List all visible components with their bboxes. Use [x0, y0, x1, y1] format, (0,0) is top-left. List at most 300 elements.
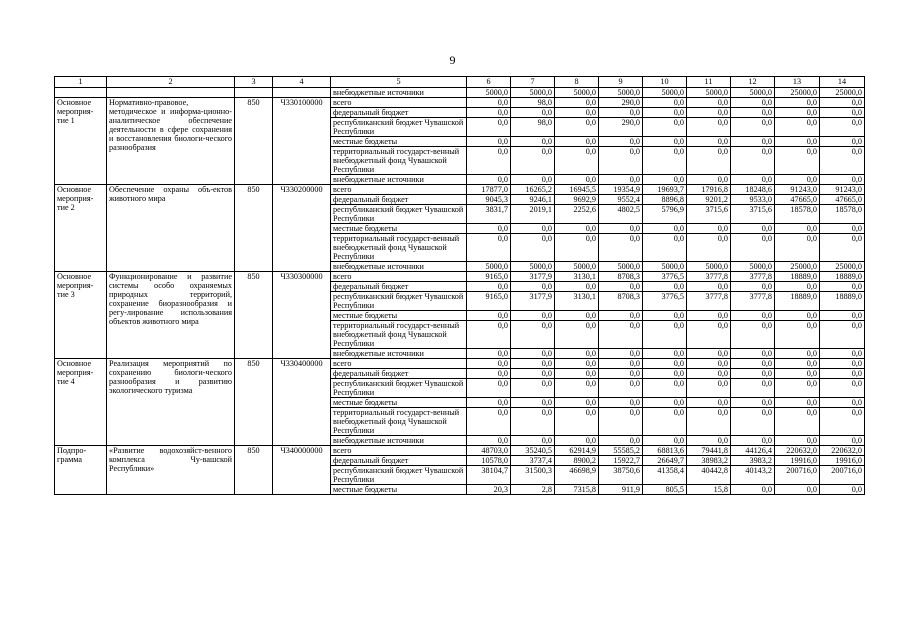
- budget-code: Ч340000000: [273, 446, 331, 495]
- value-cell: 3177,9: [511, 272, 555, 282]
- value-cell: 0,0: [731, 147, 775, 175]
- value-cell: 0,0: [775, 311, 820, 321]
- value-cell: 0,0: [820, 175, 865, 185]
- value-cell: 5000,0: [511, 88, 555, 98]
- value-cell: 38104,7: [467, 466, 511, 485]
- funding-source: внебюджетные источники: [331, 349, 467, 359]
- value-cell: 0,0: [555, 398, 599, 408]
- value-cell: 0,0: [687, 408, 731, 436]
- column-header: 9: [599, 77, 643, 88]
- value-cell: 0,0: [643, 379, 687, 398]
- table-row: [55, 98, 865, 108]
- carry-row: [55, 88, 865, 98]
- value-cell: 0,0: [687, 147, 731, 175]
- value-cell: 0,0: [467, 436, 511, 446]
- value-cell: 0,0: [467, 234, 511, 262]
- value-cell: 5000,0: [555, 262, 599, 272]
- value-cell: 0,0: [599, 137, 643, 147]
- value-cell: 0,0: [599, 379, 643, 398]
- value-cell: 5000,0: [731, 262, 775, 272]
- value-cell: 0,0: [820, 137, 865, 147]
- budget-code: Ч330200000: [273, 185, 331, 272]
- value-cell: 290,0: [599, 118, 643, 137]
- value-cell: 5000,0: [731, 88, 775, 98]
- value-cell: 0,0: [467, 118, 511, 137]
- value-cell: 19693,7: [643, 185, 687, 195]
- value-cell: 0,0: [643, 118, 687, 137]
- value-cell: 0,0: [555, 359, 599, 369]
- value-cell: 26649,7: [643, 456, 687, 466]
- value-cell: 15922,7: [599, 456, 643, 466]
- budget-code: Ч330400000: [273, 359, 331, 446]
- value-cell: 0,0: [511, 436, 555, 446]
- value-cell: 31500,3: [511, 466, 555, 485]
- value-cell: 0,0: [467, 359, 511, 369]
- value-cell: 0,0: [820, 485, 865, 495]
- value-cell: 0,0: [599, 147, 643, 175]
- value-cell: 18889,0: [820, 272, 865, 282]
- funding-source: республиканский бюджет Чувашской Республики: [331, 379, 467, 398]
- value-cell: 0,0: [511, 398, 555, 408]
- value-cell: 0,0: [511, 137, 555, 147]
- value-cell: 0,0: [467, 137, 511, 147]
- value-cell: 0,0: [775, 224, 820, 234]
- funding-source: внебюджетные источники: [331, 262, 467, 272]
- funding-source: республиканский бюджет Чувашской Республики: [331, 466, 467, 485]
- table-row: [55, 359, 865, 369]
- value-cell: 5000,0: [643, 262, 687, 272]
- value-cell: 0,0: [555, 175, 599, 185]
- value-cell: 0,0: [467, 147, 511, 175]
- value-cell: 5000,0: [511, 262, 555, 272]
- value-cell: 0,0: [820, 321, 865, 349]
- value-cell: 0,0: [775, 137, 820, 147]
- value-cell: 8900,2: [555, 456, 599, 466]
- value-cell: 0,0: [555, 108, 599, 118]
- value-cell: 62914,9: [555, 446, 599, 456]
- value-cell: 18578,0: [775, 205, 820, 224]
- header-row: [55, 77, 865, 88]
- funding-source: всего: [331, 272, 467, 282]
- value-cell: 0,0: [731, 175, 775, 185]
- value-cell: 0,0: [820, 349, 865, 359]
- value-cell: 0,0: [643, 321, 687, 349]
- value-cell: 10578,0: [467, 456, 511, 466]
- funding-source: республиканский бюджет Чувашской Республики: [331, 118, 467, 137]
- value-cell: 48703,0: [467, 446, 511, 456]
- measure-name: Функционирование и развитие системы особо охраняемых природных территорий, сохранение биоразнообразия и регу-лирование использования объектов животного мира: [107, 272, 235, 359]
- value-cell: 0,0: [467, 408, 511, 436]
- value-cell: 0,0: [599, 436, 643, 446]
- value-cell: 0,0: [511, 175, 555, 185]
- value-cell: 18248,6: [731, 185, 775, 195]
- value-cell: 0,0: [643, 359, 687, 369]
- value-cell: 0,0: [687, 137, 731, 147]
- value-cell: 18578,0: [820, 205, 865, 224]
- value-cell: 19916,0: [820, 456, 865, 466]
- grbs-code: 850: [235, 185, 273, 272]
- value-cell: 0,0: [643, 108, 687, 118]
- value-cell: 0,0: [511, 359, 555, 369]
- funding-source: федеральный бюджет: [331, 282, 467, 292]
- value-cell: 17916,8: [687, 185, 731, 195]
- value-cell: 0,0: [820, 224, 865, 234]
- measure-title: Основное мероприя-тие 1: [55, 98, 107, 185]
- table-row: [55, 185, 865, 195]
- value-cell: 220632,0: [775, 446, 820, 456]
- value-cell: 0,0: [775, 349, 820, 359]
- value-cell: 0,0: [511, 408, 555, 436]
- value-cell: 40143,2: [731, 466, 775, 485]
- value-cell: 0,0: [599, 175, 643, 185]
- value-cell: 5000,0: [687, 262, 731, 272]
- value-cell: 9692,9: [555, 195, 599, 205]
- value-cell: 3777,8: [687, 292, 731, 311]
- value-cell: 20,3: [467, 485, 511, 495]
- value-cell: 0,0: [467, 224, 511, 234]
- value-cell: 0,0: [687, 369, 731, 379]
- value-cell: 0,0: [599, 234, 643, 262]
- value-cell: 0,0: [555, 234, 599, 262]
- measure-name: Нормативно-правовое, методическое и информа-ционно-аналитическое обеспечение деятельности в сфере сохранения и восстановления биологи-ческого разнообразия: [107, 98, 235, 185]
- value-cell: 18889,0: [775, 292, 820, 311]
- value-cell: 8896,8: [643, 195, 687, 205]
- funding-source: внебюджетные источники: [331, 88, 467, 98]
- value-cell: 3983,2: [731, 456, 775, 466]
- value-cell: 0,0: [511, 349, 555, 359]
- value-cell: 3831,7: [467, 205, 511, 224]
- value-cell: 0,0: [467, 108, 511, 118]
- funding-source: всего: [331, 185, 467, 195]
- value-cell: 0,0: [731, 408, 775, 436]
- value-cell: 98,0: [511, 118, 555, 137]
- value-cell: 0,0: [687, 98, 731, 108]
- funding-source: территориальный государст-венный внебюджетный фонд Чувашской Республики: [331, 321, 467, 349]
- value-cell: 805,5: [643, 485, 687, 495]
- funding-source: внебюджетные источники: [331, 175, 467, 185]
- value-cell: 0,0: [467, 311, 511, 321]
- budget-body: [55, 88, 865, 495]
- value-cell: 41358,4: [643, 466, 687, 485]
- value-cell: 0,0: [775, 108, 820, 118]
- budget-code: Ч330100000: [273, 98, 331, 185]
- value-cell: 0,0: [775, 98, 820, 108]
- value-cell: 0,0: [820, 118, 865, 137]
- value-cell: 0,0: [731, 98, 775, 108]
- value-cell: 0,0: [555, 369, 599, 379]
- value-cell: 68813,6: [643, 446, 687, 456]
- value-cell: 200716,0: [820, 466, 865, 485]
- value-cell: 0,0: [775, 321, 820, 349]
- value-cell: 5000,0: [555, 88, 599, 98]
- value-cell: 0,0: [731, 282, 775, 292]
- value-cell: 0,0: [775, 175, 820, 185]
- value-cell: 91243,0: [775, 185, 820, 195]
- value-cell: 0,0: [820, 311, 865, 321]
- value-cell: 0,0: [555, 436, 599, 446]
- value-cell: 0,0: [775, 359, 820, 369]
- value-cell: 0,0: [555, 321, 599, 349]
- column-header: 1: [55, 77, 107, 88]
- value-cell: 0,0: [643, 137, 687, 147]
- value-cell: 9165,0: [467, 292, 511, 311]
- funding-source: федеральный бюджет: [331, 108, 467, 118]
- grbs-code: 850: [235, 359, 273, 446]
- value-cell: 0,0: [731, 369, 775, 379]
- funding-source: всего: [331, 98, 467, 108]
- value-cell: 98,0: [511, 98, 555, 108]
- value-cell: 0,0: [731, 349, 775, 359]
- funding-source: территориальный государст-венный внебюджетный фонд Чувашской Республики: [331, 147, 467, 175]
- value-cell: 0,0: [467, 282, 511, 292]
- value-cell: 0,0: [555, 282, 599, 292]
- value-cell: 0,0: [731, 311, 775, 321]
- value-cell: 16945,5: [555, 185, 599, 195]
- value-cell: 0,0: [820, 379, 865, 398]
- value-cell: 0,0: [511, 224, 555, 234]
- value-cell: 0,0: [599, 408, 643, 436]
- value-cell: 55585,2: [599, 446, 643, 456]
- value-cell: 0,0: [599, 224, 643, 234]
- value-cell: 0,0: [820, 398, 865, 408]
- value-cell: 25000,0: [775, 88, 820, 98]
- value-cell: 220632,0: [820, 446, 865, 456]
- value-cell: 0,0: [599, 359, 643, 369]
- measure-name: «Развитие водохозяйст-венного комплекса Чу-вашской Республики»: [107, 446, 235, 495]
- value-cell: 0,0: [775, 408, 820, 436]
- value-cell: 5000,0: [643, 88, 687, 98]
- value-cell: 0,0: [467, 349, 511, 359]
- value-cell: 0,0: [643, 147, 687, 175]
- value-cell: 3715,6: [731, 205, 775, 224]
- value-cell: 16265,2: [511, 185, 555, 195]
- value-cell: 911,9: [599, 485, 643, 495]
- value-cell: 3715,6: [687, 205, 731, 224]
- value-cell: 0,0: [731, 485, 775, 495]
- value-cell: 0,0: [775, 282, 820, 292]
- value-cell: 0,0: [643, 311, 687, 321]
- value-cell: 0,0: [511, 282, 555, 292]
- value-cell: 0,0: [555, 147, 599, 175]
- table-row: [55, 272, 865, 282]
- value-cell: 0,0: [687, 175, 731, 185]
- value-cell: 0,0: [643, 224, 687, 234]
- value-cell: 0,0: [555, 311, 599, 321]
- value-cell: 3777,8: [731, 272, 775, 282]
- value-cell: 47665,0: [775, 195, 820, 205]
- value-cell: 0,0: [511, 234, 555, 262]
- value-cell: 0,0: [731, 398, 775, 408]
- value-cell: 0,0: [775, 436, 820, 446]
- value-cell: 0,0: [599, 349, 643, 359]
- funding-source: местные бюджеты: [331, 224, 467, 234]
- value-cell: 0,0: [555, 118, 599, 137]
- grbs-code: 850: [235, 446, 273, 495]
- column-header: 11: [687, 77, 731, 88]
- value-cell: 0,0: [820, 436, 865, 446]
- value-cell: 3737,4: [511, 456, 555, 466]
- value-cell: 0,0: [643, 436, 687, 446]
- value-cell: 7315,8: [555, 485, 599, 495]
- measure-name: Реализация мероприятий по сохранению биологи-ческого разнообразия и развитию экологического туризма: [107, 359, 235, 446]
- value-cell: 0,0: [599, 369, 643, 379]
- value-cell: 46698,9: [555, 466, 599, 485]
- value-cell: 0,0: [511, 369, 555, 379]
- value-cell: 79441,8: [687, 446, 731, 456]
- value-cell: 0,0: [687, 311, 731, 321]
- value-cell: 0,0: [820, 108, 865, 118]
- value-cell: 0,0: [467, 369, 511, 379]
- value-cell: 0,0: [467, 175, 511, 185]
- funding-source: всего: [331, 359, 467, 369]
- funding-source: местные бюджеты: [331, 311, 467, 321]
- value-cell: 3777,8: [687, 272, 731, 282]
- value-cell: 0,0: [555, 379, 599, 398]
- column-header: 14: [820, 77, 865, 88]
- value-cell: 0,0: [467, 398, 511, 408]
- value-cell: 0,0: [555, 98, 599, 108]
- funding-source: территориальный государст-венный внебюджетный фонд Чувашской Республики: [331, 234, 467, 262]
- value-cell: 0,0: [467, 379, 511, 398]
- value-cell: 0,0: [643, 175, 687, 185]
- value-cell: 0,0: [820, 147, 865, 175]
- value-cell: 0,0: [775, 485, 820, 495]
- value-cell: 290,0: [599, 98, 643, 108]
- budget-code: Ч330300000: [273, 272, 331, 359]
- value-cell: 0,0: [643, 98, 687, 108]
- value-cell: 0,0: [511, 147, 555, 175]
- grbs-code: 850: [235, 98, 273, 185]
- column-header: 4: [273, 77, 331, 88]
- measure-name: Обеспечение охраны объ-ектов животного мира: [107, 185, 235, 272]
- value-cell: 0,0: [467, 321, 511, 349]
- value-cell: 0,0: [731, 379, 775, 398]
- value-cell: 0,0: [687, 398, 731, 408]
- page-number: 9: [449, 53, 456, 67]
- value-cell: 25000,0: [775, 262, 820, 272]
- grbs-code: 850: [235, 272, 273, 359]
- value-cell: 5000,0: [687, 88, 731, 98]
- funding-source: всего: [331, 446, 467, 456]
- value-cell: 0,0: [820, 369, 865, 379]
- value-cell: 200716,0: [775, 466, 820, 485]
- value-cell: 0,0: [467, 98, 511, 108]
- value-cell: 0,0: [820, 234, 865, 262]
- value-cell: 17877,0: [467, 185, 511, 195]
- value-cell: 0,0: [511, 108, 555, 118]
- funding-source: федеральный бюджет: [331, 369, 467, 379]
- value-cell: 0,0: [511, 311, 555, 321]
- funding-source: местные бюджеты: [331, 398, 467, 408]
- value-cell: 47665,0: [820, 195, 865, 205]
- value-cell: 2,8: [511, 485, 555, 495]
- value-cell: 44126,4: [731, 446, 775, 456]
- value-cell: 0,0: [731, 436, 775, 446]
- value-cell: 0,0: [687, 234, 731, 262]
- value-cell: 0,0: [555, 408, 599, 436]
- value-cell: 0,0: [731, 321, 775, 349]
- value-cell: 0,0: [643, 408, 687, 436]
- funding-source: местные бюджеты: [331, 137, 467, 147]
- value-cell: 18889,0: [820, 292, 865, 311]
- funding-source: федеральный бюджет: [331, 195, 467, 205]
- value-cell: 9045,3: [467, 195, 511, 205]
- value-cell: 0,0: [643, 369, 687, 379]
- value-cell: 0,0: [687, 108, 731, 118]
- column-header: 8: [555, 77, 599, 88]
- value-cell: 0,0: [775, 234, 820, 262]
- value-cell: 0,0: [731, 359, 775, 369]
- column-header: 6: [467, 77, 511, 88]
- value-cell: 18889,0: [775, 272, 820, 282]
- value-cell: 19916,0: [775, 456, 820, 466]
- value-cell: 3177,9: [511, 292, 555, 311]
- table-row: [55, 446, 865, 456]
- column-header: 2: [107, 77, 235, 88]
- value-cell: 5000,0: [467, 262, 511, 272]
- value-cell: 9165,0: [467, 272, 511, 282]
- value-cell: 0,0: [687, 224, 731, 234]
- value-cell: 5000,0: [599, 88, 643, 98]
- value-cell: 0,0: [775, 379, 820, 398]
- funding-source: федеральный бюджет: [331, 456, 467, 466]
- value-cell: 0,0: [643, 234, 687, 262]
- value-cell: 0,0: [687, 349, 731, 359]
- value-cell: 91243,0: [820, 185, 865, 195]
- value-cell: 0,0: [820, 98, 865, 108]
- measure-title: Подпро-грамма: [55, 446, 107, 495]
- value-cell: 0,0: [731, 234, 775, 262]
- value-cell: 0,0: [555, 137, 599, 147]
- value-cell: 2252,6: [555, 205, 599, 224]
- measure-title: Основное мероприя-тие 4: [55, 359, 107, 446]
- value-cell: 0,0: [687, 359, 731, 369]
- value-cell: 0,0: [687, 321, 731, 349]
- value-cell: 4802,5: [599, 205, 643, 224]
- value-cell: 15,8: [687, 485, 731, 495]
- value-cell: 0,0: [599, 311, 643, 321]
- value-cell: 0,0: [599, 282, 643, 292]
- value-cell: 0,0: [820, 282, 865, 292]
- value-cell: 0,0: [643, 398, 687, 408]
- value-cell: 25000,0: [820, 88, 865, 98]
- column-header: 10: [643, 77, 687, 88]
- funding-source: внебюджетные источники: [331, 436, 467, 446]
- value-cell: 0,0: [731, 137, 775, 147]
- value-cell: 3777,8: [731, 292, 775, 311]
- value-cell: 0,0: [820, 408, 865, 436]
- value-cell: 0,0: [731, 224, 775, 234]
- value-cell: 0,0: [775, 398, 820, 408]
- value-cell: 3776,5: [643, 272, 687, 282]
- funding-source: республиканский бюджет Чувашской Республики: [331, 292, 467, 311]
- value-cell: 40442,8: [687, 466, 731, 485]
- funding-source: местные бюджеты: [331, 485, 467, 495]
- value-cell: 0,0: [555, 224, 599, 234]
- value-cell: 3130,1: [555, 292, 599, 311]
- value-cell: 19354,9: [599, 185, 643, 195]
- value-cell: 0,0: [687, 436, 731, 446]
- column-header: 12: [731, 77, 775, 88]
- measure-title: Основное мероприя-тие 3: [55, 272, 107, 359]
- value-cell: 9246,1: [511, 195, 555, 205]
- value-cell: 0,0: [775, 118, 820, 137]
- value-cell: 0,0: [775, 369, 820, 379]
- value-cell: 8708,3: [599, 272, 643, 282]
- value-cell: 0,0: [511, 379, 555, 398]
- budget-table: [54, 76, 865, 495]
- value-cell: 0,0: [643, 282, 687, 292]
